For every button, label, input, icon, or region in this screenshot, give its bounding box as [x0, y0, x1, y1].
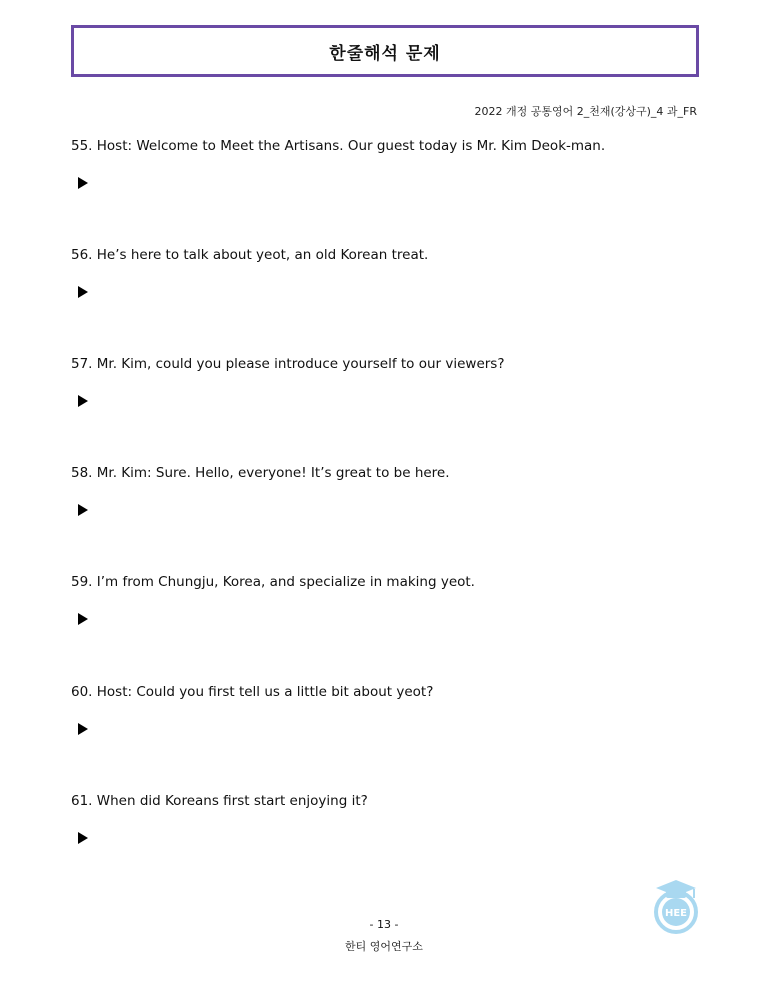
answer-arrow-icon	[78, 613, 88, 625]
document-subtitle: 2022 개정 공통영어 2_천재(강상구)_4 과_FR	[474, 105, 697, 118]
question-text: 55. Host: Welcome to Meet the Artisans. Our guest today is Mr. Kim Deok-man.	[71, 138, 606, 154]
organization-name: 한티 영어연구소	[345, 940, 423, 953]
question-text: 60. Host: Could you first tell us a little bit about yeot?	[71, 684, 434, 700]
question-text: 58. Mr. Kim: Sure. Hello, everyone! It’s great to be here.	[71, 465, 450, 481]
question-text: 59. I’m from Chungju, Korea, and specialize in making yeot.	[71, 574, 475, 590]
answer-arrow-icon	[78, 832, 88, 844]
logo-text: HEE	[664, 908, 688, 919]
answer-arrow-icon	[78, 395, 88, 407]
answer-arrow-icon	[78, 286, 88, 298]
answer-arrow-icon	[78, 723, 88, 735]
question-text: 61. When did Koreans first start enjoying it?	[71, 793, 368, 809]
answer-arrow-icon	[78, 504, 88, 516]
question-text: 56. He’s here to talk about yeot, an old Korean treat.	[71, 247, 429, 263]
question-text: 57. Mr. Kim, could you please introduce yourself to our viewers?	[71, 356, 505, 372]
answer-arrow-icon	[78, 177, 88, 189]
page-title: 한줄해석 문제	[329, 43, 441, 64]
hee-logo	[650, 878, 702, 936]
page-number: - 13 -	[369, 918, 399, 931]
title-box	[71, 25, 699, 77]
